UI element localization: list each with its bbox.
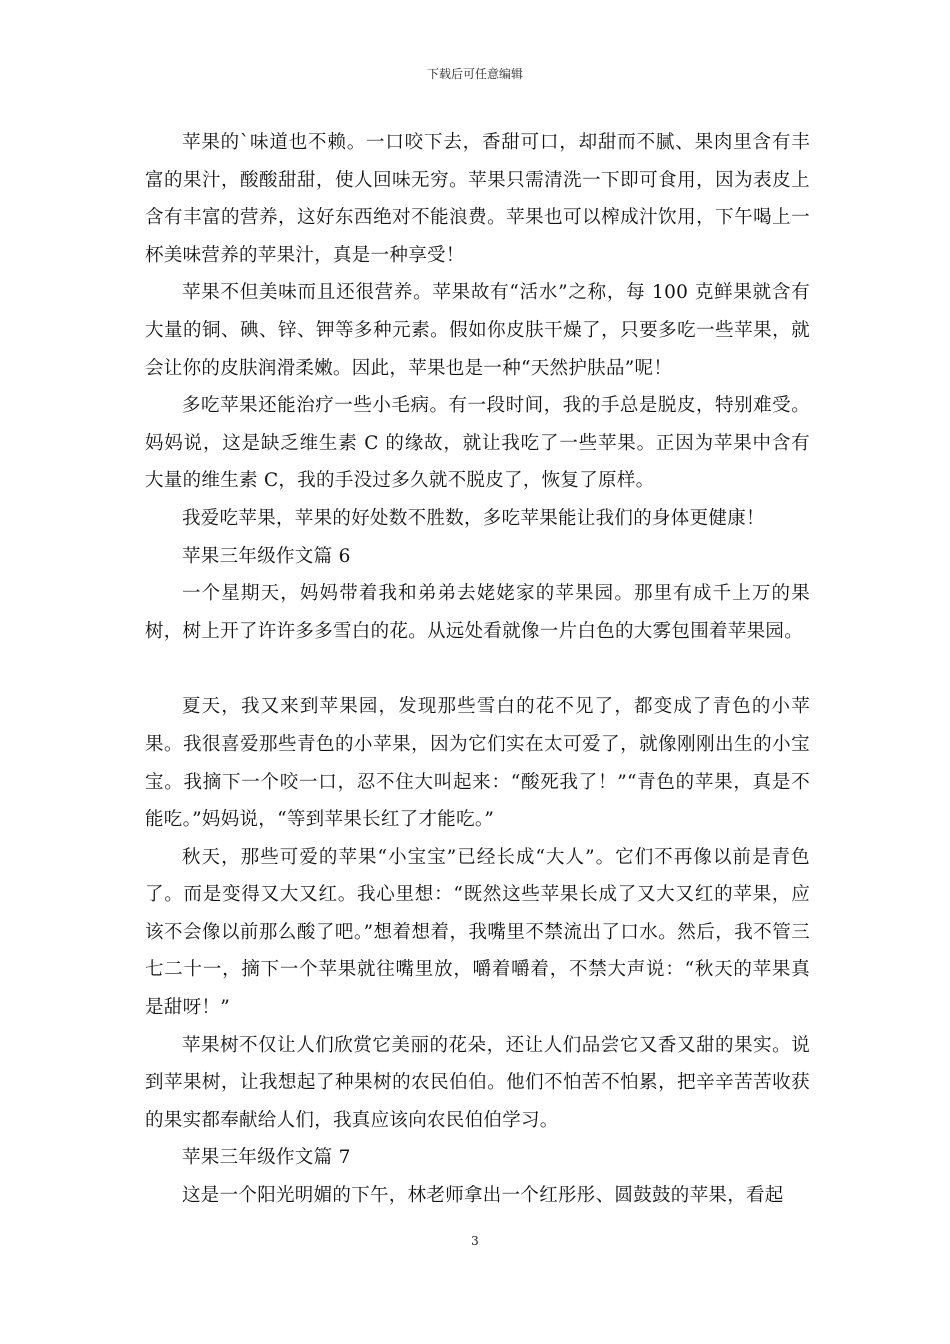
- page-header: 下载后可任意编辑: [426, 67, 523, 81]
- paragraph-autumn: 秋天，那些可爱的苹果“小宝宝”已经长成“大人”。它们不再像以前是青色了。而是变得又大又红。我心里想：“既然这些苹果长成了又大又红的苹果，应该不会像以前那么酸了吧。”想着想着，我嘴里不禁流出了口水。然后，我不管三七二十一，摘下一个苹果就往嘴里放，嚼着嚼着，不禁大声说：“秋天的苹果真是甜呀！”: [145, 846, 810, 1019]
- paragraph-health: 多吃苹果还能治疗一些小毛病。有一段时间，我的手总是脱皮，特别难受。妈妈说，这是缺乏维生素 C 的缘故，就让我吃了一些苹果。正因为苹果中含有大量的维生素 C，我的手没过多久就不脱皮了，恢复了原样。: [145, 395, 810, 492]
- paragraph-sunday: 一个星期天，妈妈带着我和弟弟去姥姥家的苹果园。那里有成千上万的果树，树上开了许许多多雪白的花。从远处看就像一片白色的大雾包围着苹果园。: [145, 583, 810, 642]
- paragraph-summer: 夏天，我又来到苹果园，发现那些雪白的花不见了，都变成了青色的小苹果。我很喜爱那些青色的小苹果，因为它们实在太可爱了，就像刚刚出生的小宝宝。我摘下一个咬一口，忍不住大叫起来：“酸死我了！”“青色的苹果，真是不能吃。”妈妈说，“等到苹果长红了才能吃。”: [145, 696, 810, 831]
- paragraph-conclusion: 我爱吃苹果，苹果的好处数不胜数，多吃苹果能让我们的身体更健康！: [182, 507, 765, 529]
- paragraph-apple-tree: 苹果树不仅让人们欣赏它美丽的花朵，还让人们品尝它又香又甜的果实。说到苹果树，让我想起了种果树的农民伯伯。他们不怕苦不怕累，把辛辛苦苦收获的果实都奉献给人们，我真应该向农民伯伯学习。: [145, 1034, 810, 1131]
- paragraph-nutrition: 苹果不但美味而且还很营养。苹果故有“活水”之称，每 100 克鲜果就含有大量的铜、碘、锌、钾等多种元素。假如你皮肤干燥了，只要多吃一些苹果，就会让你的皮肤润滑柔嫩。因此，苹果也是一种“天然护肤品”呢！: [145, 282, 810, 379]
- page-number: 3: [471, 1234, 479, 1248]
- document-body: [145, 124, 810, 1215]
- essay-heading-6: 苹果三年级作文篇 6: [182, 545, 351, 567]
- paragraph-afternoon: 这是一个阳光明媚的下午，林老师拿出一个红彤彤、圆鼓鼓的苹果，看起: [182, 1185, 784, 1207]
- essay-heading-7: 苹果三年级作文篇 7: [182, 1147, 351, 1169]
- paragraph-taste: 苹果的`味道也不赖。一口咬下去，香甜可口，却甜而不腻、果肉里含有丰富的果汁，酸酸甜甜，使人回味无穷。苹果只需清洗一下即可食用，因为表皮上含有丰富的营养，这好东西绝对不能浪费。苹果也可以榨成汁饮用，下午喝上一杯美味营养的苹果汁，真是一种享受！: [145, 132, 810, 266]
- blank-line: [145, 650, 810, 688]
